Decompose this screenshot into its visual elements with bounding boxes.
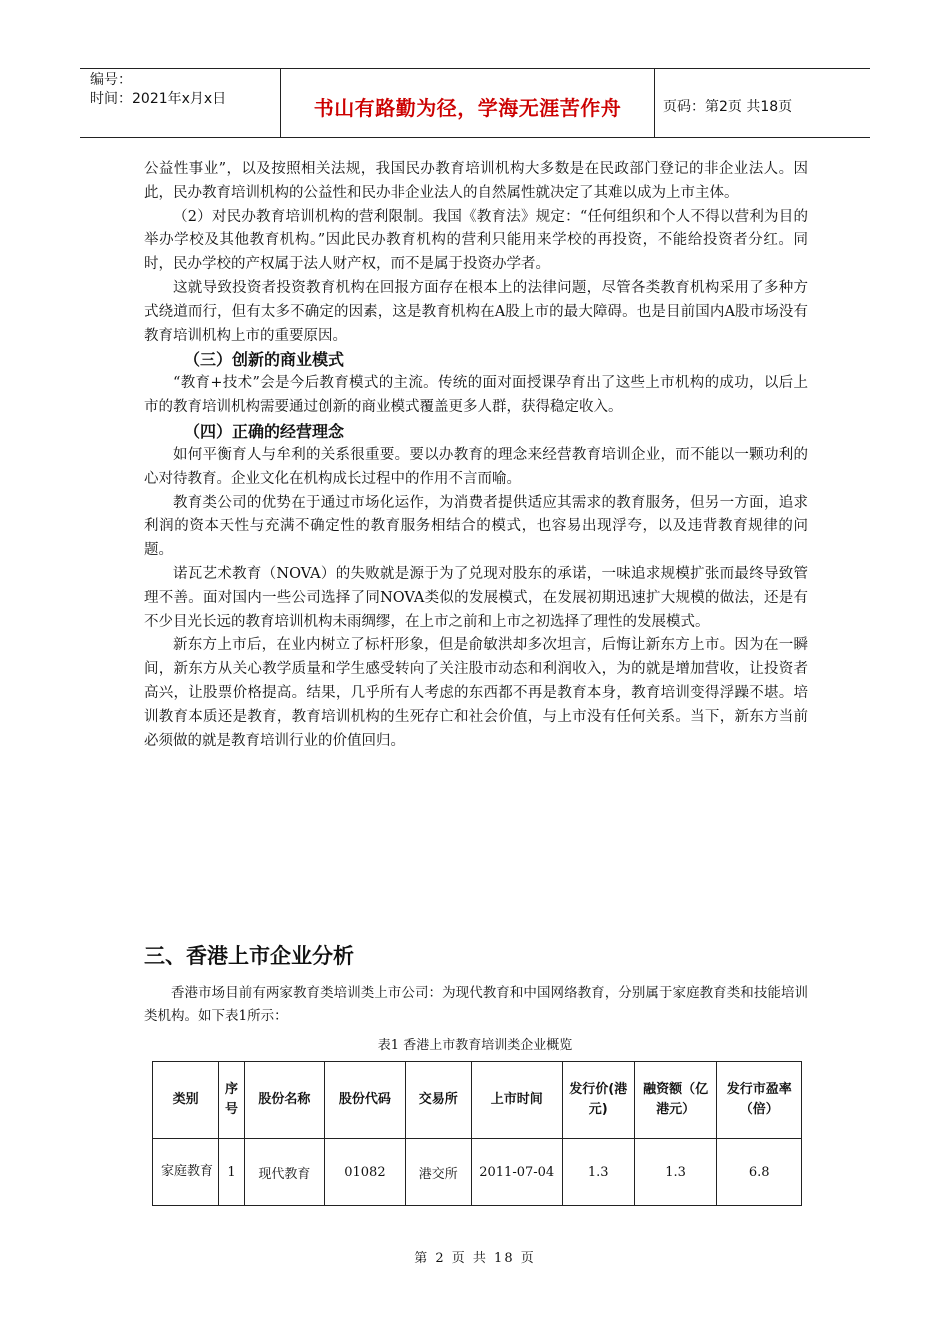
paragraph: 这就导致投资者投资教育机构在回报方面存在根本上的法律问题，尽管各类教育机构采用了多种方式绕道而行，但有太多不确定的因素，这是教育机构在A股上市的最大障碍。也是目前国内A股市场没有教育培训机构上市的重要原因。 — [144, 279, 808, 344]
paragraph: “教育+技术”会是今后教育模式的主流。传统的面对面授课孕育出了这些上市机构的成功，以后上市的教育培训机构需要通过创新的商业模式覆盖更多人群，获得稳定收入。 — [144, 375, 808, 416]
column-header: 发行价(港元) — [562, 1062, 634, 1139]
column-header: 上市时间 — [471, 1062, 562, 1139]
paragraph: 诺瓦艺术教育（NOVA）的失败就是源于为了兑现对股东的承诺，一味追求规模扩张而最终导致管理不善。面对国内一些公司选择了同NOVA类似的发展模式，在发展初期迅速扩大规模的做法，还是有不少目光长远的教育培训机构未雨绸缪，在上市之前和上市之初选择了理性的发展模式。 — [144, 565, 808, 630]
column-header: 发行市盈率（倍） — [717, 1062, 802, 1139]
paragraph: 香港市场目前有两家教育类培训类上市公司：为现代教育和中国网络教育，分别属于家庭教育类和技能培训类机构。如下表1所示： — [144, 985, 808, 1024]
header-number: 编号： — [90, 72, 132, 88]
subheading: （四）正确的经营理念 — [184, 421, 345, 441]
column-header: 股份名称 — [244, 1062, 324, 1139]
paragraph: 新东方上市后，在业内树立了标杆形象，但是俞敏洪却多次坦言，后悔让新东方上市。因为在一瞬间，新东方从关心教学质量和学生感受转向了关注股市动态和利润收入，为的就是增加营收，让投资者高兴，让股票价格提高。结果，几乎所有人考虑的东西都不再是教育本身，教育培训变得浮躁不堪。培训教育本质还是教育，教育培训机构的生死存亡和社会价值，与上市没有任何关系。当下，新东方当前必须做的就是教育培训行业的价值回归。 — [144, 637, 808, 749]
table-row — [153, 1139, 802, 1206]
cell-date: 2011-07-04 — [471, 1139, 562, 1206]
paragraph: 公益性事业”，以及按照相关法规，我国民办教育培训机构大多数是在民政部门登记的非企业法人。因此，民办教育培训机构的公益性和民办非企业法人的自然属性就决定了其难以成为上市主体。 — [144, 161, 808, 201]
cell-code: 01082 — [325, 1139, 405, 1206]
cell-name: 现代教育 — [244, 1139, 324, 1206]
header-time: 时间：2021年x月x日 — [90, 91, 227, 107]
paragraph: 如何平衡育人与牟利的关系很重要。要以办教育的理念来经营教育培训企业，而不能以一颗功利的心对待教育。企业文化在机构成长过程中的作用不言而喻。 — [144, 446, 808, 487]
cell-exchange: 港交所 — [405, 1139, 471, 1206]
page-footer: 第 2 页 共 18 页 — [414, 1251, 536, 1266]
cell-pe: 6.8 — [717, 1139, 802, 1206]
section-intro — [144, 982, 808, 1027]
table-header-row — [153, 1062, 802, 1139]
section-title: 三、香港上市企业分析 — [144, 944, 354, 968]
table-caption: 表1 香港上市教育培训类企业概览 — [377, 1038, 573, 1053]
cell-index: 1 — [219, 1139, 244, 1206]
column-header: 股份代码 — [325, 1062, 405, 1139]
cell-financing: 1.3 — [634, 1139, 717, 1206]
main-content — [144, 158, 808, 753]
listed-companies-table — [152, 1061, 802, 1206]
column-header: 序号 — [219, 1062, 244, 1139]
paragraph: 教育类公司的优势在于通过市场化运作，为消费者提供适应其需求的教育服务，但另一方面，追求利润的资本天性与充满不确定性的教育服务相结合的模式，也容易出现浮夸，以及违背教育规律的问题。 — [144, 494, 808, 559]
page-header — [80, 68, 870, 138]
header-page-info: 页码：第2页 共18页 — [663, 99, 793, 115]
header-meta — [80, 69, 280, 137]
column-header: 类别 — [153, 1062, 219, 1139]
paragraph: （2）对民办教育培训机构的营利限制。我国《教育法》规定：“任何组织和个人不得以营利为目的举办学校及其他教育机构。”因此民办教育机构的营利只能用来学校的再投资，不能给投资者分红。同时，民办学校的产权属于法人财产权，而不是属于投资办学者。 — [144, 208, 808, 273]
cell-price: 1.3 — [562, 1139, 634, 1206]
header-motto: 书山有路勤为径，学海无涯苦作舟 — [280, 69, 655, 137]
subheading: （三）创新的商业模式 — [184, 350, 345, 370]
cell-category: 家庭教育 — [153, 1139, 219, 1206]
column-header: 交易所 — [405, 1062, 471, 1139]
column-header: 融资额（亿港元） — [634, 1062, 717, 1139]
